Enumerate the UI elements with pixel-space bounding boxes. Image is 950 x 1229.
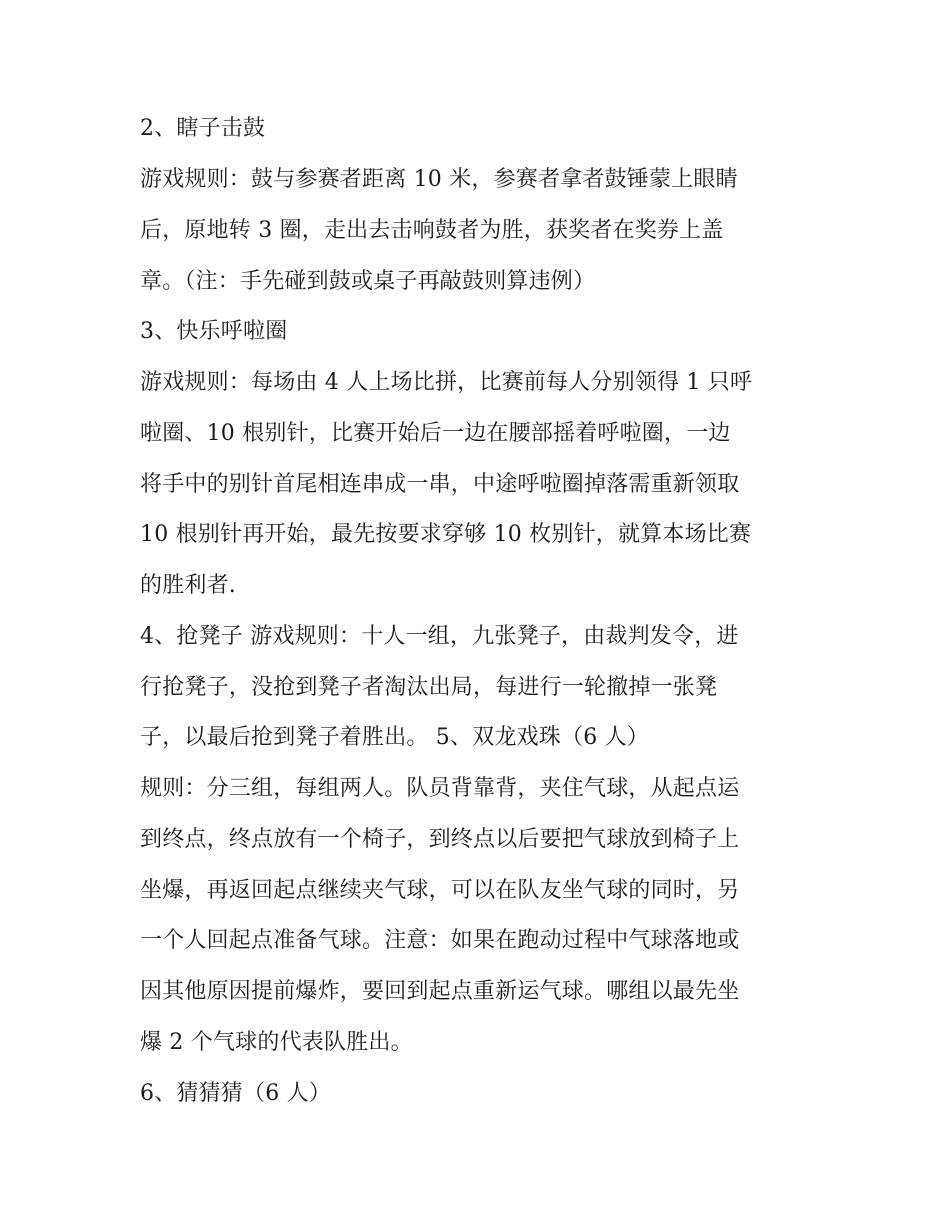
text-line: 规则：分三组，每组两人。队员背靠背，夹住气球，从起点运: [140, 776, 740, 801]
text-line: 啦圈、10 根别针，比赛开始后一边在腰部摇着呼啦圈，一边: [140, 421, 731, 446]
text-line: 爆 2 个气球的代表队胜出。: [140, 1030, 413, 1055]
text-line: 章。（注：手先碰到鼓或桌子再敲鼓则算违例）: [140, 269, 596, 294]
text-line: 将手中的别针首尾相连串成一串，中途呼啦圈掉落需重新领取: [140, 472, 740, 497]
text-line: 到终点，终点放有一个椅子，到终点以后要把气球放到椅子上: [140, 827, 740, 852]
heading-hula-hoop: 3、快乐呼啦圈: [140, 319, 288, 344]
text-line: 游戏规则：每场由 4 人上场比拼，比赛前每人分别领得 1 只呼: [140, 370, 753, 395]
text-line: 因其他原因提前爆炸，要回到起点重新运气球。哪组以最先坐: [140, 979, 740, 1004]
heading-musical-chairs: 4、抢凳子 游戏规则：十人一组，九张凳子，由裁判发令，进: [140, 624, 739, 649]
text-line: 行抢凳子，没抢到凳子者淘汰出局，每进行一轮撤掉一张凳: [140, 675, 718, 700]
text-line: 的胜利者.: [140, 573, 236, 598]
text-line: 一个人回起点准备气球。注意：如果在跑动过程中气球落地或: [140, 928, 740, 953]
heading-blindfold-drum: 2、瞎子击鼓: [140, 116, 266, 141]
text-line: 游戏规则：鼓与参赛者距离 10 米，参赛者拿者鼓锤蒙上眼睛: [140, 167, 738, 192]
text-line: 坐爆，再返回起点继续夹气球，可以在队友坐气球的同时，另: [140, 878, 740, 903]
text-line: 后，原地转 3 圈，走出去击响鼓者为胜，获奖者在奖券上盖: [140, 218, 724, 243]
heading-guessing-game: 6、猜猜猜（6 人）: [140, 1081, 331, 1106]
text-line: 10 根别针再开始，最先按要求穿够 10 枚别针，就算本场比赛: [140, 522, 752, 547]
text-line: 子，以最后抢到凳子着胜出。 5、双龙戏珠（6 人）: [140, 725, 649, 750]
